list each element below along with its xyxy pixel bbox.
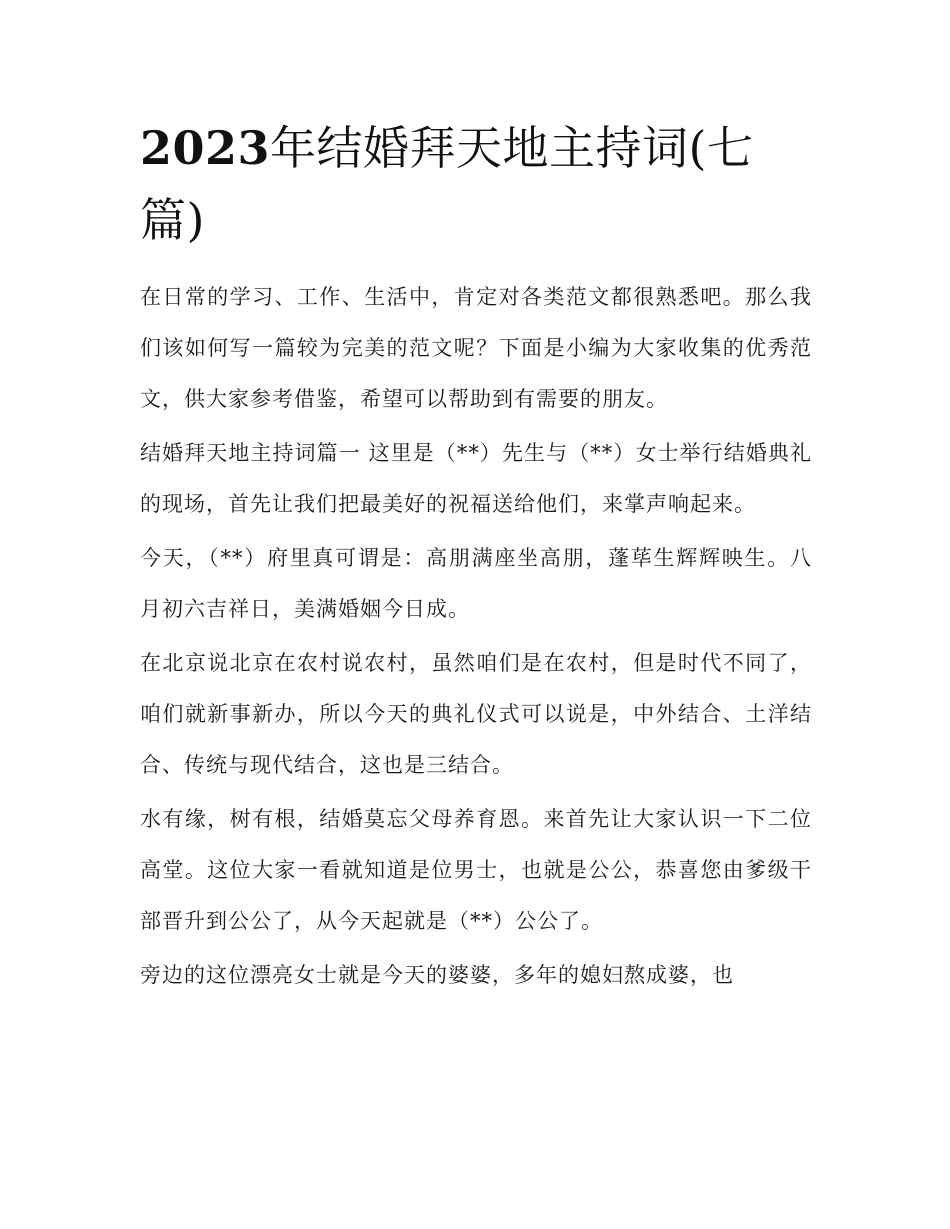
body-paragraph: 水有缘，树有根，结婚莫忘父母养育恩。来首先让大家认识一下二位高堂。这位大家一看就知道是位男士，也就是公公，恭喜您由爹级干部晋升到公公了，从今天起就是（**）公公了。 xyxy=(140,807,812,933)
body-paragraph: 今天，（**）府里真可谓是：高朋满座坐高朋，蓬荜生辉辉映生。八月初六吉祥日，美满婚姻今日成。 xyxy=(140,546,812,621)
intro-paragraph: 在日常的学习、工作、生活中，肯定对各类范文都很熟悉吧。那么我们该如何写一篇较为完美的范文呢？下面是小编为大家收集的优秀范文，供大家参考借鉴，希望可以帮助到有需要的朋友。 xyxy=(140,285,812,411)
document-body xyxy=(140,272,812,1001)
body-paragraph: 在北京说北京在农村说农村，虽然咱们是在农村，但是时代不同了，咱们就新事新办，所以今天的典礼仪式可以说是，中外结合、土洋结合、传统与现代结合，这也是三结合。 xyxy=(140,651,812,777)
document-content xyxy=(140,112,812,1004)
body-paragraph: 结婚拜天地主持词篇一 这里是（**）先生与（**）女士举行结婚典礼的现场，首先让我们把最美好的祝福送给他们，来掌声响起来。 xyxy=(140,441,812,516)
document-title xyxy=(140,112,812,256)
title-year: 2023 xyxy=(140,121,271,175)
body-paragraph: 旁边的这位漂亮女士就是今天的婆婆，多年的媳妇熬成婆，也 xyxy=(140,963,734,987)
title-text: 年结婚拜天地主持词(七篇) xyxy=(140,121,754,247)
